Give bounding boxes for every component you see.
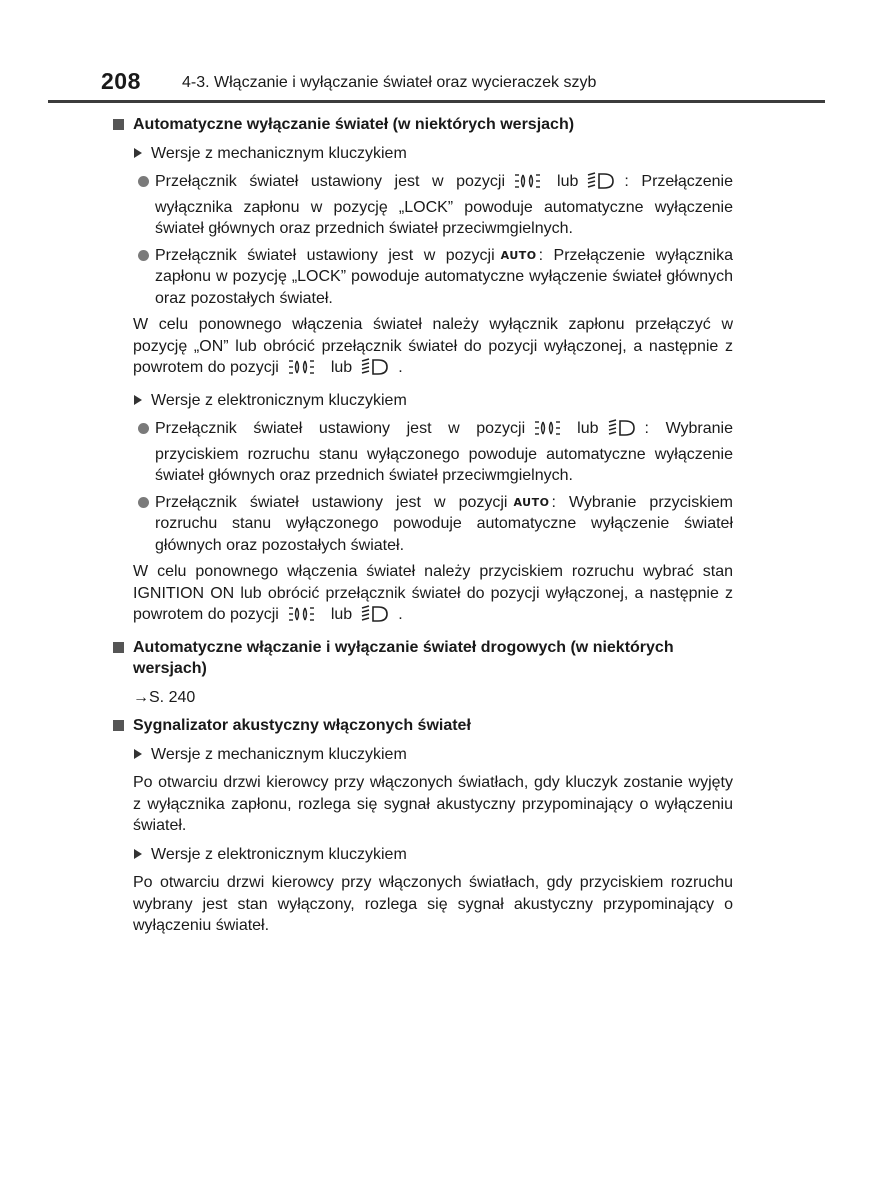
auto-label: AUTO [513, 495, 550, 509]
section-title-road-lights: Automatyczne włączanie i wyłączanie świateł drogowych (w niektórych wersjach) [113, 637, 733, 680]
headlight-icon [361, 605, 389, 630]
triangle-bullet-icon [134, 749, 142, 759]
chapter-title: 4-3. Włączanie i wyłączanie świateł oraz wycieraczek szyb [182, 74, 597, 91]
header-rule [48, 100, 825, 103]
bullet-icon [138, 250, 149, 261]
auto-label: AUTO [500, 248, 537, 262]
section-title-buzzer: Sygnalizator akustyczny włączonych świateł [113, 715, 733, 737]
triangle-bullet-icon [134, 395, 142, 405]
paragraph: Po otwarciu drzwi kierowcy przy włączonych światłach, gdy kluczyk zostanie wyjęty z wyłącznika zapłonu, rozlega się sygnał akustyczny przypominający o wyłączeniu świateł. [133, 774, 733, 834]
page-header [0, 0, 880, 110]
list-item: Przełącznik świateł ustawiony jest w pozycji lub : Wybranie przyciskiem rozruchu stanu wyłączonego powoduje automatyczne wyłączenie świateł głównych oraz przednich świateł przeciwmgielnych. [113, 418, 733, 487]
parking-light-icon [288, 358, 322, 383]
page-number: 208 [101, 68, 141, 94]
paragraph: Po otwarciu drzwi kierowcy przy włączonych światłach, gdy przyciskiem rozruchu wybrany jest stan wyłączony, rozlega się sygnał akustyczny przypominający o wyłączeniu świateł. [133, 874, 733, 934]
subheading-mechanical-key: Wersje z mechanicznym kluczykiem [113, 744, 733, 766]
list-item: Przełącznik świateł ustawiony jest w pozycji AUTO : Wybranie przyciskiem rozruchu stanu wyłączonego powoduje automatyczne wyłączenie świateł głównych oraz pozostałych świateł. [113, 492, 733, 557]
headlight-icon [587, 172, 615, 197]
page-reference-link[interactable]: →S. 240 [133, 688, 196, 706]
list-item: Przełącznik świateł ustawiony jest w pozycji lub : Przełączenie wyłącznika zapłonu w pozycję „LOCK” powoduje automatyczne wyłączenie świateł głównych oraz przednich świateł przeciwmgielnych. [113, 171, 733, 240]
triangle-bullet-icon [134, 849, 142, 859]
parking-light-icon [514, 172, 548, 197]
triangle-bullet-icon [134, 148, 142, 158]
headlight-icon [608, 419, 636, 444]
paragraph: W celu ponownego włączenia świateł należy wyłącznik zapłonu przełączyć w pozycję „ON” lub obrócić przełącznik świateł do pozycji wyłączonej, a następnie z powrotem do pozycji lub . [113, 314, 733, 383]
subheading-electronic-key: Wersje z elektronicznym kluczykiem [113, 844, 733, 866]
subheading-electronic-key: Wersje z elektronicznym kluczykiem [113, 390, 733, 412]
headlight-icon [361, 358, 389, 383]
parking-light-icon [288, 605, 322, 630]
list-item: Przełącznik świateł ustawiony jest w pozycji AUTO : Przełączenie wyłącznika zapłonu w pozycję „LOCK” powoduje automatyczne wyłączenie świateł głównych oraz pozostałych świateł. [113, 245, 733, 310]
parking-light-icon [534, 419, 568, 444]
page-content [113, 114, 733, 944]
paragraph: W celu ponownego włączenia świateł należy przyciskiem rozruchu wybrać stan IGNITION ON lub obrócić przełącznik świateł do pozycji wyłączonej, a następnie z powrotem do pozycji lub . [113, 561, 733, 630]
bullet-icon [138, 423, 149, 434]
bullet-icon [138, 497, 149, 508]
bullet-icon [138, 176, 149, 187]
subheading-mechanical-key: Wersje z mechanicznym kluczykiem [113, 143, 733, 165]
section-title-auto-off: Automatyczne wyłączanie świateł (w niektórych wersjach) [113, 114, 733, 136]
